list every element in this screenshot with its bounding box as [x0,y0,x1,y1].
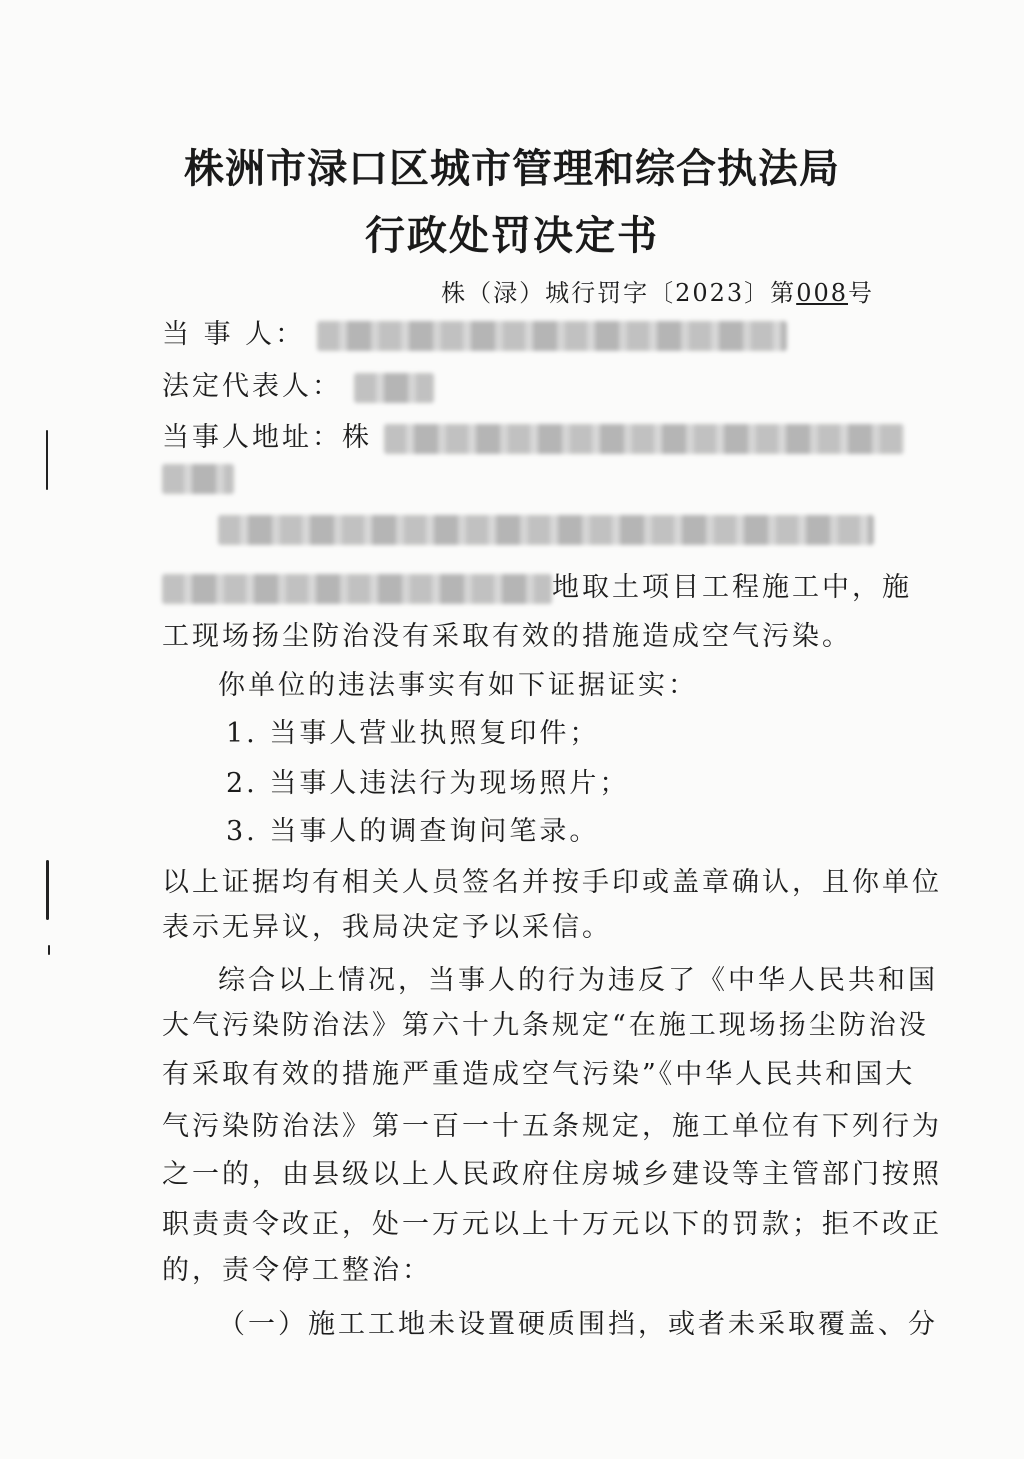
summary-line-5: 之一的，由县级以上人民政府住房城乡建设等主管部门按照 [162,1159,942,1190]
address-row [162,415,904,454]
summary-line-1: 综合以上情况，当事人的行为违反了《中华人民共和国 [218,965,938,996]
fact-row-3: 工现场扬尘防治没有采取有效的措施造成空气污染。 [162,621,852,652]
document-number-value: 008 [796,279,848,307]
redacted-address [384,424,904,454]
summary-line-7: 的，责令停工整治： [162,1255,432,1286]
document-number [441,273,874,308]
document-number-prefix: 株（渌）城行罚字〔2023〕第 [441,279,797,307]
redacted-legal-rep [354,373,434,403]
document-number-suffix: 号 [848,279,874,307]
binding-mark [46,860,49,920]
redacted-fact-text-1 [218,515,874,545]
confirm-line-1: 以上证据均有相关人员签名并按手印或盖章确认，且你单位 [162,867,942,898]
evidence-item-1: 1. 当事人营业执照复印件； [226,718,600,749]
legal-rep-row [162,364,434,403]
fact-tail-1: 地取土项目工程施工中，施 [552,572,912,603]
document-title-agency: 株洲市渌口区城市管理和综合执法局 [184,146,840,192]
summary-line-2: 大气污染防治法》第六十九条规定“在施工现场扬尘防治没 [162,1010,929,1041]
address-start: 株 [342,422,372,453]
confirm-line-2: 表示无异议，我局决定予以采信。 [162,912,612,943]
summary-line-6: 职责责令改正，处一万元以上十万元以下的罚款；拒不改正 [162,1209,942,1240]
party-row [162,312,787,351]
summary-line-3: 有采取有效的措施严重造成空气污染”《中华人民共和国大 [162,1059,916,1090]
penalty-item-one: （一）施工工地未设置硬质围挡，或者未采取覆盖、分 [218,1309,938,1340]
redacted-fact-text-2 [162,574,552,604]
fact-row-2 [162,565,912,604]
legal-rep-label: 法定代表人： [162,371,342,402]
address-label: 当事人地址： [162,422,342,453]
evidence-item-3: 3. 当事人的调查询问笔录。 [226,816,600,847]
redacted-fact-row-1 [218,513,874,545]
party-label: 当 事 人： [162,319,306,350]
evidence-intro: 你单位的违法事实有如下证据证实： [218,670,698,701]
evidence-item-2: 2. 当事人违法行为现场照片； [226,768,630,799]
summary-line-4: 气污染防治法》第一百一十五条规定，施工单位有下列行为 [162,1111,942,1142]
redacted-address-continued [162,464,234,494]
document-title-type: 行政处罚决定书 [365,213,659,259]
binding-mark [46,430,48,490]
address-continued-row [162,462,234,494]
redacted-party-name [317,321,787,351]
binding-mark [48,945,50,955]
